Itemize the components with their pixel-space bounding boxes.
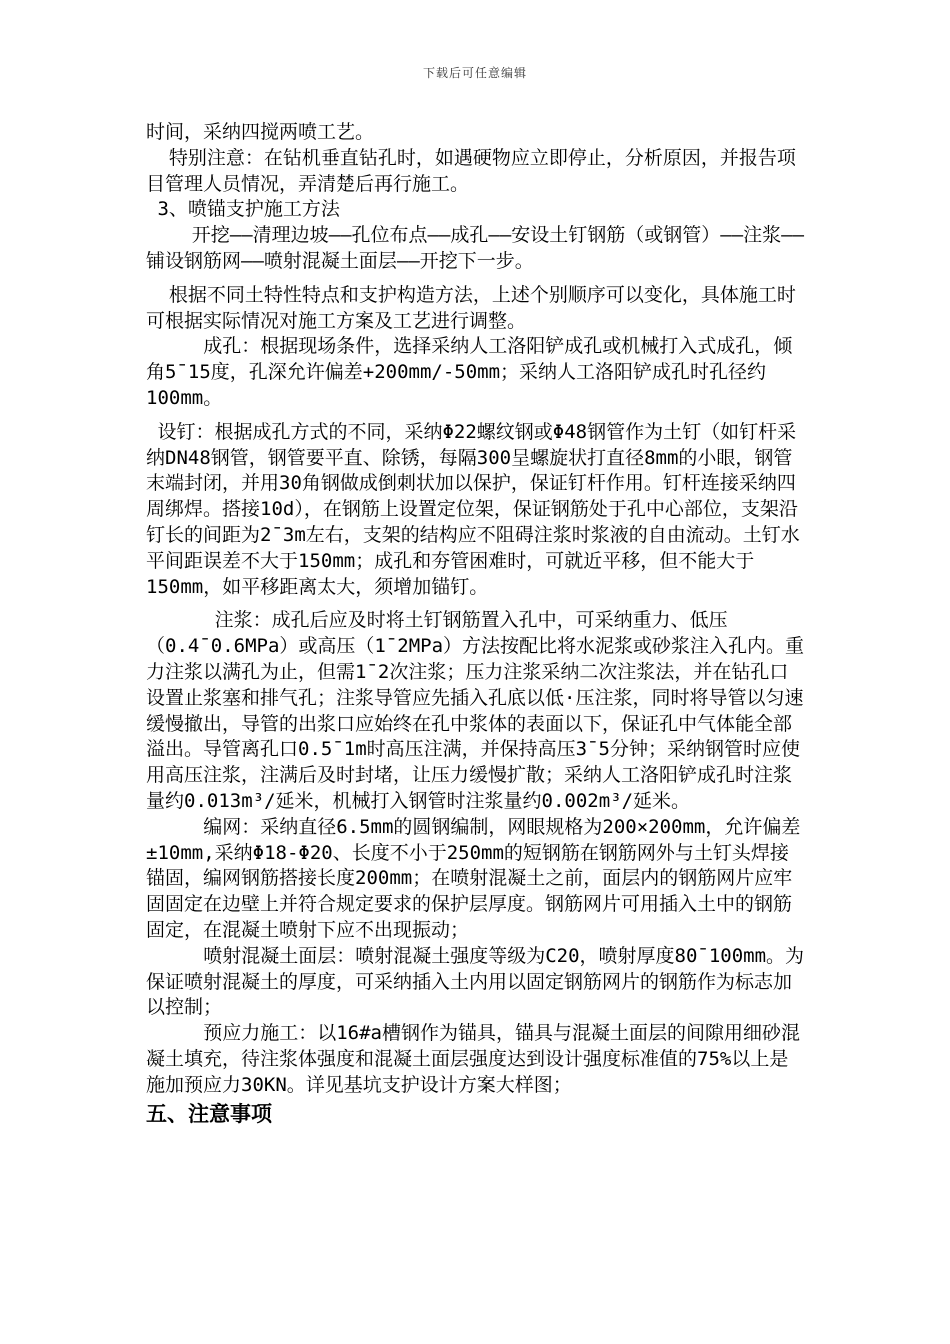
paragraph-drilling: 根据不同土特性特点和支护构造方法，上述个别顺序可以变化，具体施工时可根据实际情况对施工方案及工艺进行调整。 成孔：根据现场条件，选择采纳人工洛阳铲成孔或机械打入式成孔，倾角5¯15度，孔深允许偏差+200mm/-50mm；采纳人工洛阳铲成孔时孔径约100mm。 xyxy=(146,283,796,409)
page-header: 下载后可任意编辑 xyxy=(422,66,527,80)
document-body xyxy=(146,120,806,1128)
paragraph-construction-method: 时间，采纳四搅两喷工艺。 特别注意：在钻机垂直钻孔时，如遇硬物应立即停止，分析原因，并报告项目管理人员情况，弄清楚后再行施工。 3、喷锚支护施工方法 开挖——清理边坡——孔位布点——成孔——安设土钉钢筋（或钢管）——注浆——铺设钢筋网——喷射混凝土面层——开挖下一步。 xyxy=(146,121,805,272)
paragraph-nail-setting: 设钉：根据成孔方式的不同，采纳Φ22螺纹钢或Φ48钢管作为土钉（如钉杆采纳DN48钢管，钢管要平直、除锈，每隔300呈螺旋状打直径8mm的小眼，钢管末端封闭，并用30角钢做成倒刺状加以保护，保证钉杆作用。钉杆连接采纳四周绑焊。搭接10d），在钢筋上设置定位架，保证钢筋处于孔中心部位，支架沿钉长的间距为2¯3m左右，支架的结构应不阻碍注浆时浆液的自由流动。土钉水平间距误差不大于150mm；成孔和夯管困难时，可就近平移，但不能大于150mm，如平移距离太大，须增加锚钉。 xyxy=(146,420,800,598)
section-heading: 五、注意事项 xyxy=(146,1101,272,1127)
paragraph-grouting-mesh-shotcrete: 注浆：成孔后应及时将土钉钢筋置入孔中，可采纳重力、低压（0.4¯0.6MPa）或高压（1¯2MPa）方法按配比将水泥浆或砂浆注入孔内。重力注浆以满孔为止，但需1¯2次注浆；压力注浆采纳二次注浆法，并在钻孔口设置止浆塞和排气孔；注浆导管应先插入孔底以低·压注浆，同时将导管以匀速缓慢撤出，导管的出浆口应始终在孔中浆体的表面以下，保证孔中气体能全部溢出。导管离孔口0.5¯1m时高压注满，并保持高压3¯5分钟；采纳钢管时应使用高压注浆，注满后及时封堵，让压力缓慢扩散；采纳人工洛阳铲成孔时注浆量约0.013m³/延米，机械打入钢管时注浆量约0.002m³/延米。 编网：采纳直径6.5mm的圆钢编制，网眼规格为200×200mm，允许偏差±10mm,采纳Φ18-Φ20、长度不小于250mm的短钢筋在钢筋网外与土钉头焊接锚固，编网钢筋搭接长度200mm；在喷射混凝土之前，面层内的钢筋网片应牢固固定在边壁上并符合规定要求的保护层厚度。钢筋网片可用插入土中的钢筋固定，在混凝土喷射下应不出现振动； 喷射混凝土面层：喷射混凝土强度等级为C20，喷射厚度80¯100mm。为保证喷射混凝土的厚度，可采纳插入土内用以固定钢筋网片的钢筋作为标志加以控制； 预应力施工：以16#a槽钢作为锚具，锚具与混凝土面层的间隙用细砂混凝土填充，待注浆体强度和混凝土面层强度达到设计强度标准值的75%以上是施加预应力30KN。详见基坑支护设计方案大样图； xyxy=(146,609,805,1096)
